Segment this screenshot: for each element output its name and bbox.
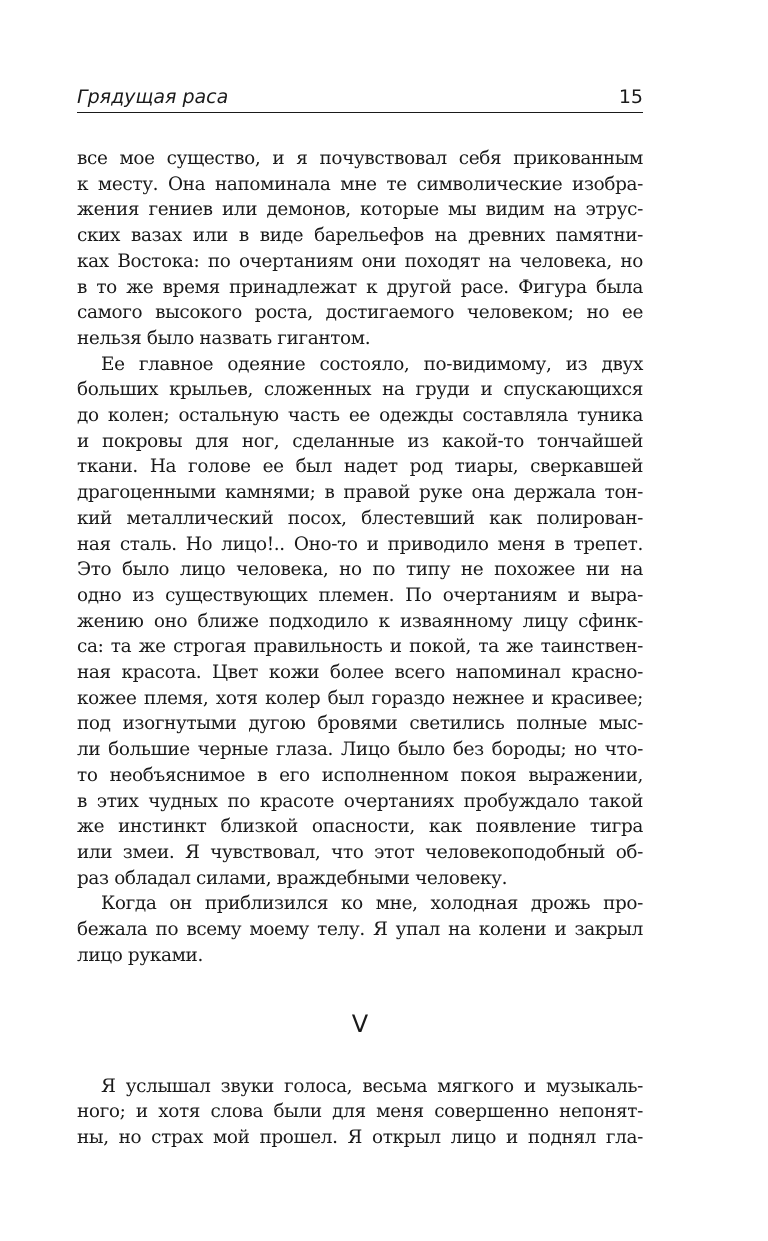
text-line: и покровы для ног, сделанные из какой-то тончайшей [77, 430, 643, 452]
text-line: же инстинкт близкой опасности, как появление тигра [77, 816, 643, 838]
text-line: ная сталь. Но лицо!.. Оно-то и приводило меня в трепет. [77, 533, 643, 555]
text-line: са: та же строгая правильность и покой, та же таинствен- [77, 636, 643, 658]
running-header [77, 82, 643, 113]
text-line: лицо руками. [77, 944, 203, 966]
text-line: одно из существующих племен. По очертаниям и выра- [77, 584, 643, 606]
text-line: нельзя было назвать гигантом. [77, 327, 371, 349]
text-line: ли большие черные глаза. Лицо было без бороды; но что- [77, 739, 643, 761]
text-line: раз обладал силами, враждебными человеку. [77, 867, 508, 889]
page-number: 15 [618, 86, 643, 108]
running-title: Грядущая раса [77, 86, 229, 108]
text-line: драгоценными камнями; в правой руке она держала тон- [77, 482, 643, 504]
text-line: жению оно ближе подходило к изваянному лицу сфинк- [77, 610, 643, 632]
text-line: Когда он приблизился ко мне, холодная дрожь про- [101, 893, 643, 915]
text-line: ткани. На голове ее был надет род тиары, сверкавшей [77, 456, 643, 478]
text-line: жения гениев или демонов, которые мы видим на этрус- [77, 199, 643, 221]
text-line: кий металлический посох, блестевший как полирован- [77, 507, 643, 529]
text-line: к месту. Она напоминала мне те символические изобра- [77, 173, 643, 195]
text-line: ного; и хотя слова были для меня совершенно непонят- [77, 1101, 643, 1123]
text-line: ках Востока: по очертаниям они походят на человека, но [77, 250, 643, 272]
text-line: ских вазах или в виде барельефов на древних памятни- [77, 225, 643, 247]
body-text [77, 146, 643, 1151]
text-line: Я услышал звуки голоса, весьма мягкого и музыкаль- [101, 1075, 643, 1097]
book-page [77, 0, 643, 1241]
text-line: или змеи. Я чувствовал, что этот человекоподобный об- [77, 841, 643, 863]
text-line: Ее главное одеяние состояло, по-видимому, из двух [101, 353, 643, 375]
paragraph [77, 352, 643, 892]
text-line: Это было лицо человека, но по типу не похожее ни на [77, 559, 643, 581]
text-line: в этих чудных по красоте очертаниях пробуждало такой [77, 790, 643, 812]
text-line: то необъяснимое в его исполненном покоя выражении, [77, 764, 643, 786]
paragraph [77, 1074, 643, 1151]
text-line: самого высокого роста, достигаемого человеком; но ее [77, 302, 643, 324]
paragraph [77, 146, 643, 352]
text-line: ная красота. Цвет кожи более всего напоминал красно- [77, 662, 643, 684]
text-line: все мое существо, и я почувствовал себя прикованным [77, 148, 643, 169]
text-line: больших крыльев, сложенных на груди и спускающихся [77, 379, 643, 401]
text-line: ны, но страх мой прошел. Я открыл лицо и поднял гла- [77, 1126, 643, 1148]
text-line: кожее племя, хотя колер был гораздо нежнее и красивее; [77, 687, 643, 709]
text-line: до колен; остальную часть ее одежды составляла туника [77, 405, 643, 427]
text-line: бежала по всему моему телу. Я упал на колени и закрыл [77, 919, 643, 941]
chapter-heading: V [351, 1009, 369, 1038]
paragraph [77, 891, 643, 968]
text-line: под изогнутыми дугою бровями светились полные мыс- [77, 713, 643, 735]
text-line: в то же время принадлежат к другой расе. Фигура была [77, 276, 643, 298]
